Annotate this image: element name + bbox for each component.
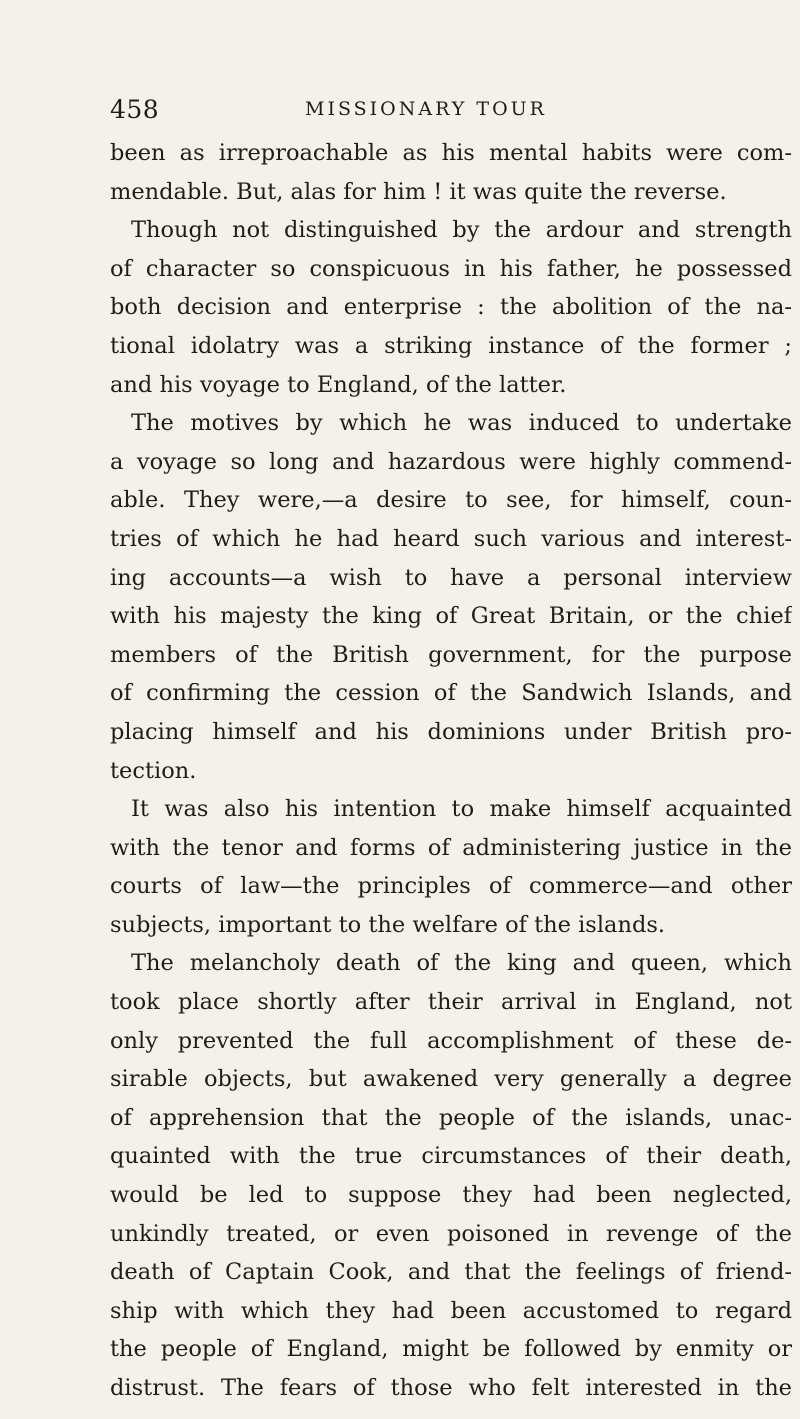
- text-line: tries of which he had heard such various and interest-: [110, 525, 792, 552]
- text-line: with his majesty the king of Great Britain, or the chief: [110, 603, 792, 630]
- text-line: tection.: [110, 757, 197, 784]
- text-line: of confirming the cession of the Sandwich Islands, and: [110, 680, 792, 707]
- text-line: both decision and enterprise : the abolition of the na-: [110, 294, 792, 321]
- text-line: took place shortly after their arrival in England, not: [110, 989, 792, 1016]
- text-line: subjects, important to the welfare of the islands.: [110, 911, 666, 938]
- text-line: quainted with the true circumstances of their death,: [110, 1143, 792, 1170]
- text-line: death of Captain Cook, and that the feelings of friend-: [110, 1259, 792, 1286]
- text-line: able. They were,—a desire to see, for himself, coun-: [110, 487, 792, 514]
- text-line: distrust. The fears of those who felt interested in the: [110, 1375, 792, 1401]
- text-line: of character so conspicuous in his father, he possessed: [110, 255, 792, 282]
- page-number: 458: [110, 95, 160, 124]
- page-header: [110, 95, 690, 125]
- body-text: [110, 134, 792, 1408]
- text-line: mendable. But, alas for him ! it was quite the reverse.: [110, 178, 727, 205]
- running-head: MISSIONARY TOUR: [305, 98, 547, 120]
- text-line: with the tenor and forms of administering justice in the: [110, 834, 792, 861]
- text-line: and his voyage to England, of the latter.: [110, 371, 567, 398]
- text-line: ship with which they had been accustomed to regard: [110, 1297, 792, 1324]
- text-line: Though not distinguished by the ardour and strength: [131, 217, 792, 244]
- text-line: sirable objects, but awakened very generally a degree: [110, 1066, 792, 1093]
- text-line: ing accounts—a wish to have a personal interview: [110, 564, 792, 591]
- text-line: of apprehension that the people of the islands, unac-: [110, 1104, 792, 1131]
- text-line: It was also his intention to make himself acquainted: [131, 796, 792, 823]
- text-line: would be led to suppose they had been neglected,: [110, 1182, 792, 1209]
- text-line: members of the British government, for the purpose: [110, 641, 792, 668]
- text-line: a voyage so long and hazardous were highly commend-: [110, 448, 792, 475]
- text-line: been as irreproachable as his mental habits were com-: [110, 140, 792, 166]
- text-line: placing himself and his dominions under British pro-: [110, 718, 792, 745]
- text-line: courts of law—the principles of commerce—and other: [110, 873, 792, 900]
- text-line: tional idolatry was a striking instance of the former ;: [110, 332, 792, 359]
- text-line: The melancholy death of the king and queen, which: [131, 950, 792, 977]
- text-line: unkindly treated, or even poisoned in revenge of the: [110, 1220, 792, 1247]
- text-line: the people of England, might be followed by enmity or: [110, 1336, 792, 1363]
- text-line: only prevented the full accomplishment of these de-: [110, 1027, 792, 1054]
- text-line: The motives by which he was induced to undertake: [131, 410, 792, 437]
